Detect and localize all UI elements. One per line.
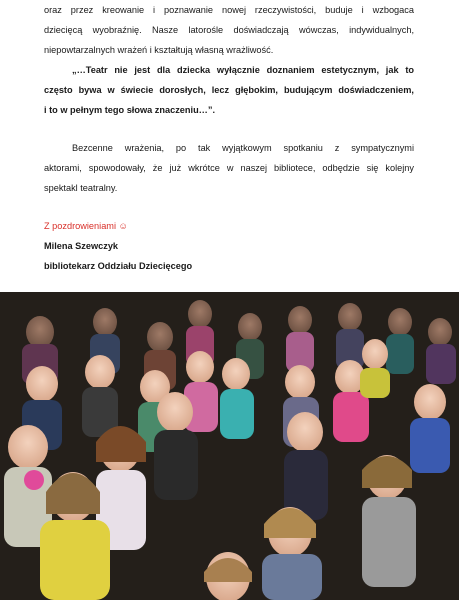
quote-line-3: i to w pełnym tego słowa znaczeniu…”. — [44, 105, 216, 115]
paragraph-1-line-2: dziecięcą wyobraźnię. Nasze latorośle doświadczają wówczas, indywidualnych, — [44, 25, 414, 35]
signature-title: bibliotekarz Oddziału Dziecięcego — [44, 261, 193, 271]
paragraph-1-line-1: oraz przez kreowanie i poznawanie nowej rzeczywistości, buduje i wzbogaca — [44, 5, 414, 15]
quote-line-1: „…Teatr nie jest dla dziecka wyłącznie doznaniem estetycznym, jak to — [72, 65, 414, 75]
signature-name: Milena Szewczyk — [44, 241, 119, 251]
paragraph-1-line-3: niepowtarzalnych wrażeń i kształtują własną wrażliwość. — [44, 45, 274, 55]
paragraph-2-line-3: spektakl teatralny. — [44, 183, 118, 193]
paragraph-2-line-1: Bezcenne wrażenia, po tak wyjątkowym spotkaniu z sympatycznymi — [72, 143, 414, 153]
spacer — [44, 120, 414, 138]
children-audience-photo — [0, 292, 459, 600]
spacer — [44, 198, 414, 216]
letter-text — [44, 0, 414, 276]
paragraph-2-line-2: aktorami, spowodowały, że już wkrótce w naszej bibliotece, odbędzie się kolejny — [44, 163, 414, 173]
photo-illustration — [0, 292, 459, 600]
quote-line-2: często bywa w świecie dorosłych, lecz głębokim, budującym doświadczeniem, — [44, 85, 414, 95]
greeting: Z pozdrowieniami ☺ — [44, 221, 128, 231]
